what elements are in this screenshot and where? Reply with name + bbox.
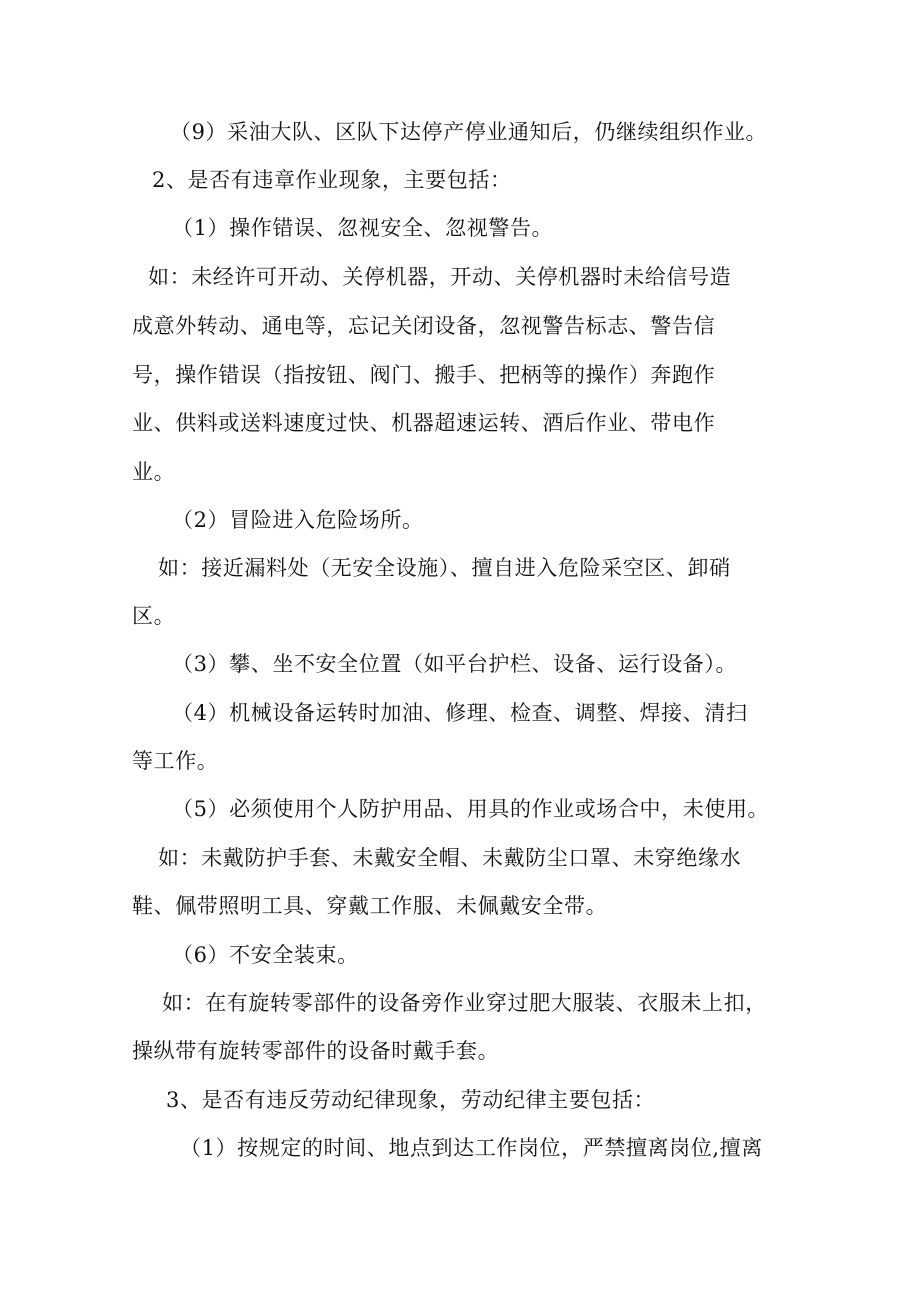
item-3-text: （3）攀、坐不安全位置（如平台护栏、设备、运行设备）。 — [172, 652, 738, 676]
section-3-item-1-text: （1）按规定的时间、地点到达工作岗位，严禁擅离岗位,擅离 — [180, 1136, 763, 1160]
item-9-text: （9）采油大队、区队下达停产停业通知后，仍继续组织作业。 — [170, 120, 768, 144]
item-5-text: （5）必须使用个人防护用品、用具的作业或场合中，未使用。 — [172, 797, 770, 821]
example-1-line-4: 业、供料或送料速度过快、机器超速运转、酒后作业、带电作 — [132, 411, 716, 435]
example-1-line-2: 成意外转动、通电等，忘记关闭设备，忽视警告标志、警告信 — [132, 314, 716, 338]
example-1-line-5: 业。 — [132, 460, 176, 484]
item-2-text: （2）冒险进入危险场所。 — [172, 508, 424, 532]
item-4-line-2: 等工作。 — [132, 749, 219, 773]
item-1-text: （1）操作错误、忽视安全、忽视警告。 — [172, 216, 554, 240]
section-2-heading: 2、是否有违章作业现象，主要包括： — [152, 168, 512, 192]
example-6-line-2: 操纵带有旋转零部件的设备时戴手套。 — [132, 1039, 500, 1063]
item-6-text: （6）不安全装束。 — [172, 943, 359, 967]
example-5-line-1: 如：未戴防护手套、未戴安全帽、未戴防尘口罩、未穿绝缘水 — [158, 846, 742, 870]
example-2-line-1: 如：接近漏料处（无安全设施）、擅自进入危险采空区、卸硝 — [158, 556, 731, 580]
example-6-line-1: 如：在有旋转零部件的设备旁作业穿过肥大服装、衣服未上扣， — [162, 991, 767, 1015]
item-4-line-1: （4）机械设备运转时加油、修理、检查、调整、焊接、清扫 — [172, 701, 748, 725]
example-2-line-2: 区。 — [132, 604, 176, 628]
example-1-line-1: 如：未经许可开动、关停机器，开动、关停机器时未给信号造 — [148, 265, 732, 289]
example-5-line-2: 鞋、佩带照明工具、穿戴工作服、未佩戴安全带。 — [132, 894, 608, 918]
example-1-line-3: 号，操作错误（指按钮、阀门、搬手、把柄等的操作）奔跑作 — [132, 363, 716, 387]
section-3-heading: 3、是否有违反劳动纪律现象，劳动纪律主要包括： — [166, 1088, 656, 1112]
